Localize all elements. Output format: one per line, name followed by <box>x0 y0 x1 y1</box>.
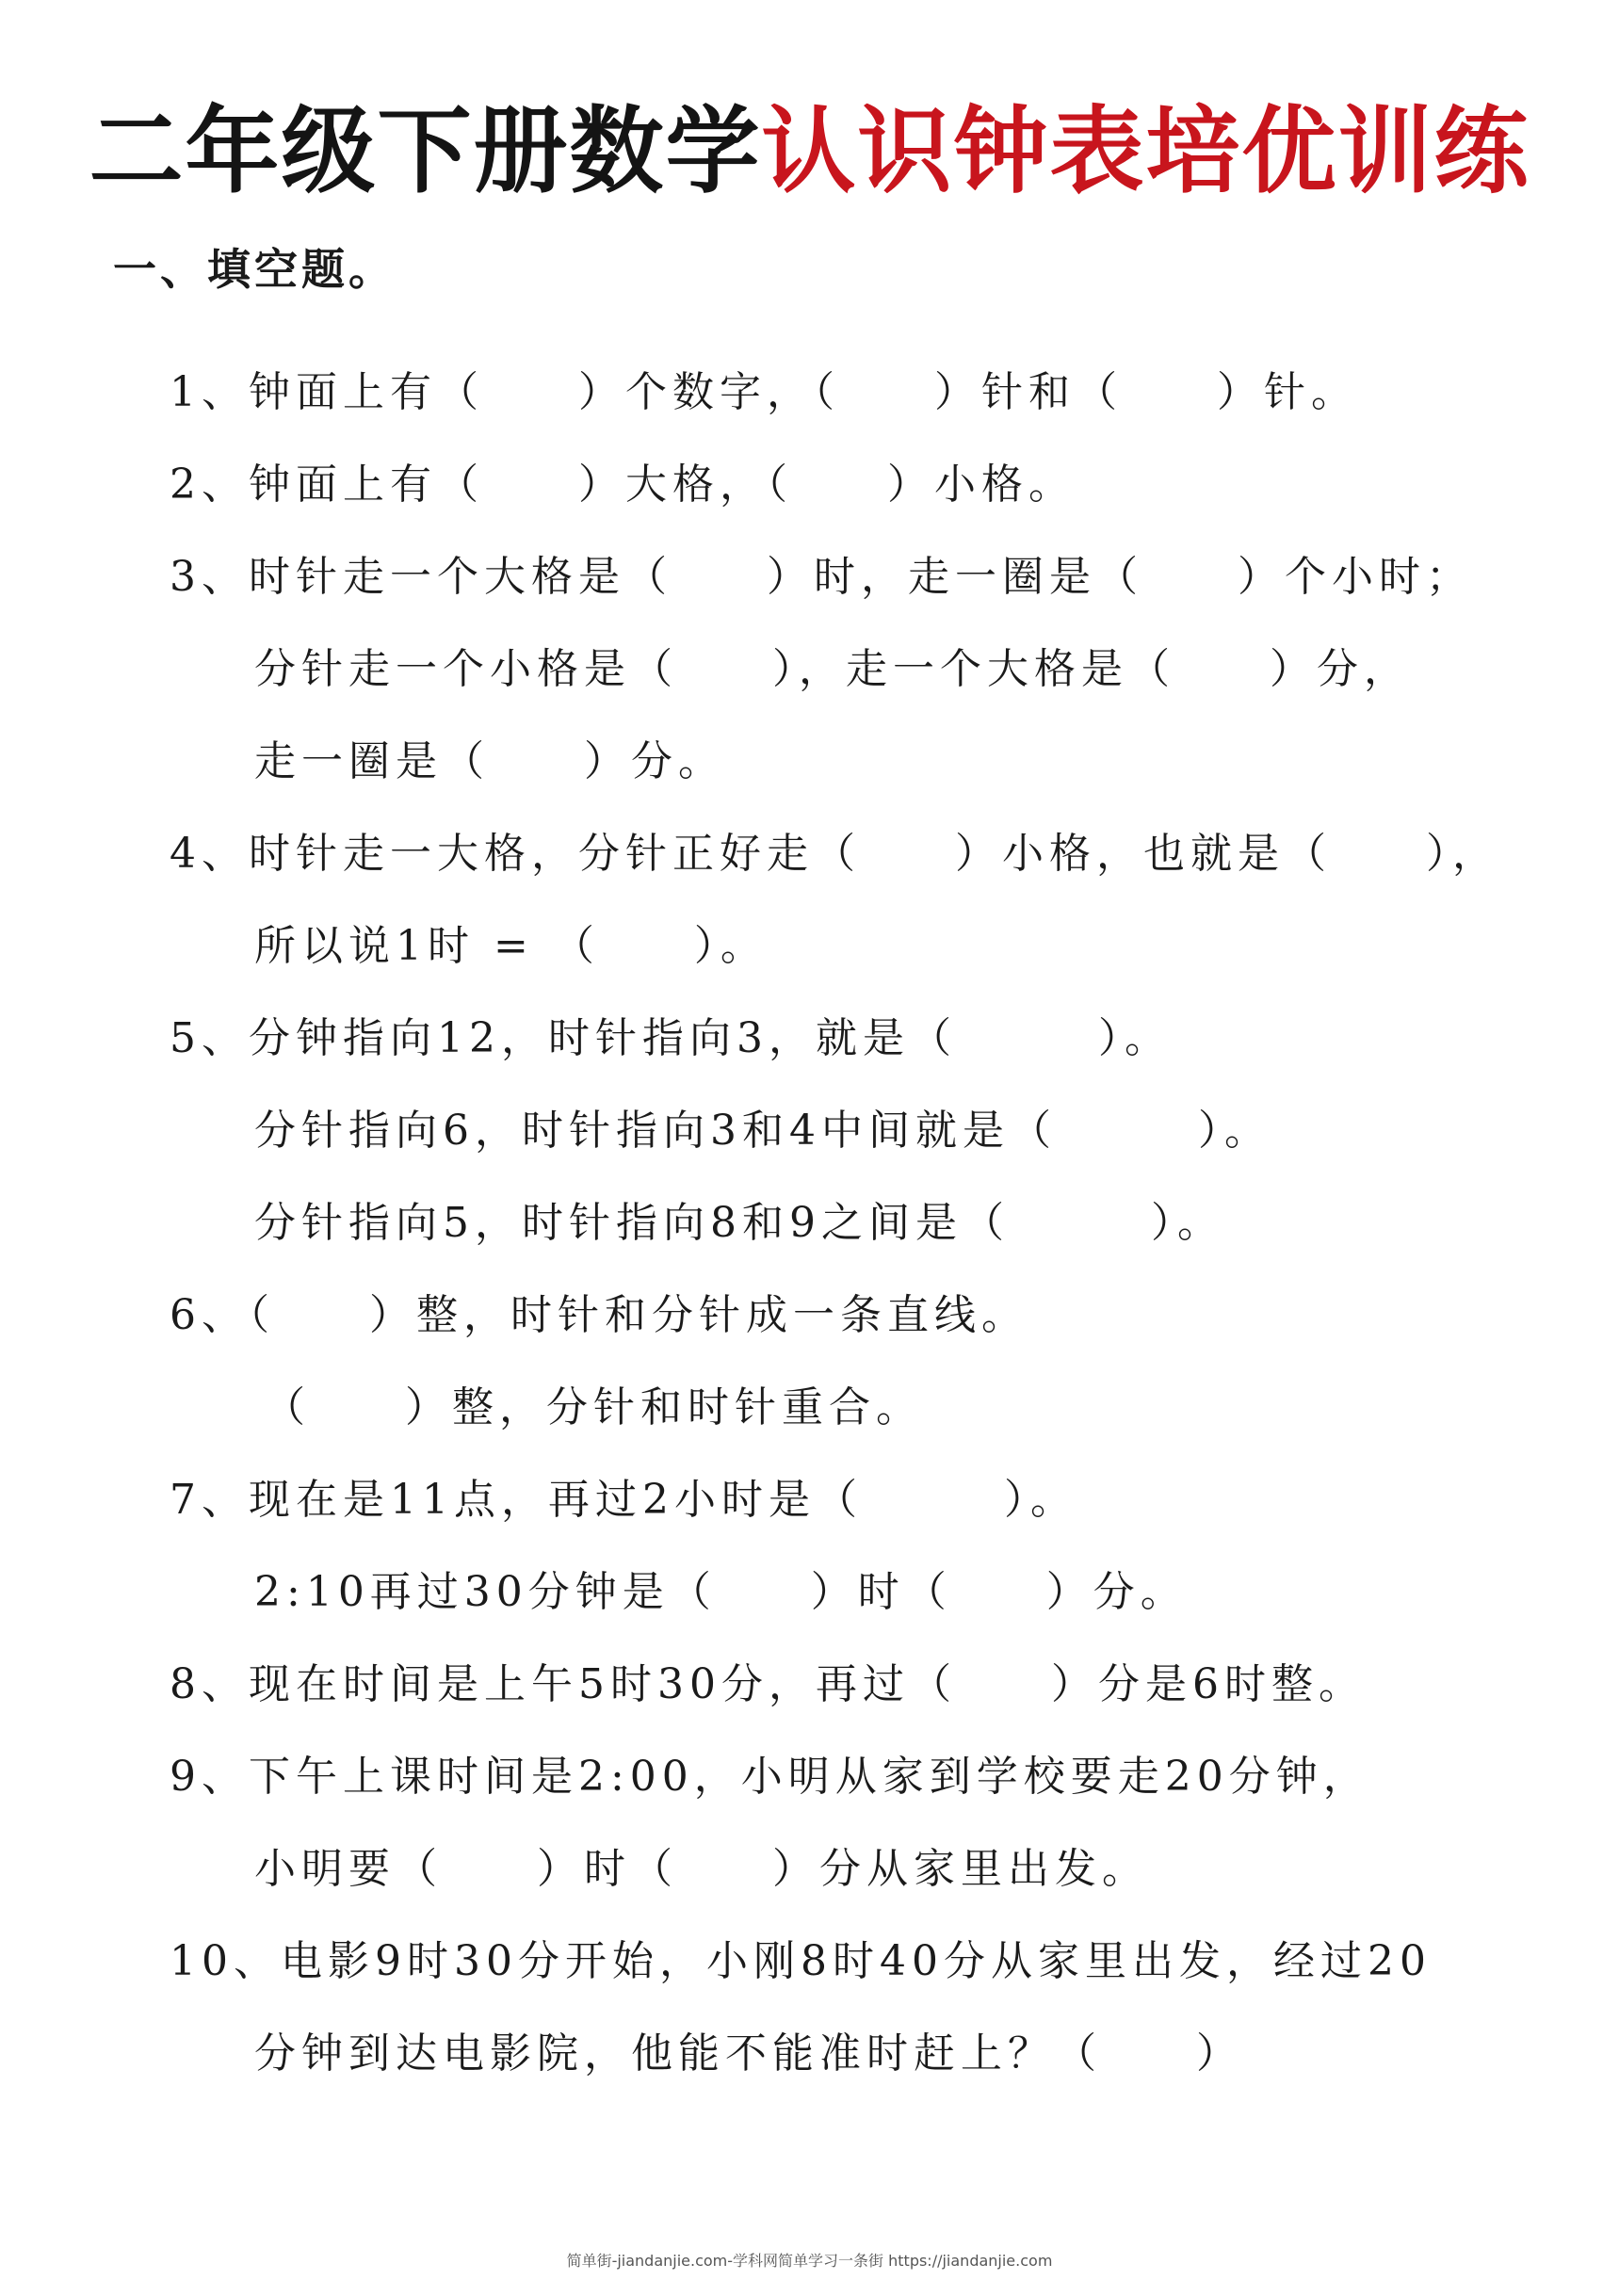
question-line-9-cont: 小明要（ ）时（ ）分从家里出发。 <box>254 1845 1149 1893</box>
page-footer: 简单街-jiandanjie.com-学科网简单学习一条街 https://jiandanjie.com <box>566 2252 1053 2270</box>
question-line-5-cont-2: 分针指向5，时针指向8和9之间是（ ）。 <box>254 1199 1224 1247</box>
question-line-7: 7、现在是11点，再过2小时是（ ）。 <box>170 1476 1077 1524</box>
question-line-5: 5、分钟指向12，时针指向3，就是（ ）。 <box>170 1014 1172 1062</box>
question-line-5-cont-1: 分针指向6，时针指向3和4中间就是（ ）。 <box>254 1107 1271 1155</box>
question-line-10: 10、电影9时30分开始，小刚8时40分从家里出发，经过20 <box>170 1937 1432 1985</box>
question-line-2: 2、钟面上有（ ）大格，（ ）小格。 <box>170 461 1076 509</box>
section-heading: 一、填空题。 <box>113 244 396 295</box>
question-line-1: 1、钟面上有（ ）个数字，（ ）针和（ ）针。 <box>170 368 1358 416</box>
question-line-3-cont-1: 分针走一个小格是（ ），走一个大格是（ ）分， <box>254 645 1411 693</box>
question-line-4: 4、时针走一大格，分针正好走（ ）小格，也就是（ ）， <box>170 830 1499 878</box>
question-line-3-cont-2: 走一圈是（ ）分。 <box>254 737 725 785</box>
question-line-8: 8、现在时间是上午5时30分，再过（ ）分是6时整。 <box>170 1660 1366 1708</box>
title-red-part: 认识钟表培优训练 <box>761 96 1530 206</box>
page-title <box>0 75 1619 211</box>
question-line-3: 3、时针走一个大格是（ ）时，走一圈是（ ）个小时； <box>170 553 1473 601</box>
question-line-4-cont: 所以说1时 = （ ）。 <box>254 922 768 970</box>
question-line-6-cont: （ ）整，分针和时针重合。 <box>264 1383 923 1431</box>
title-black-part: 二年级下册数学 <box>89 96 762 206</box>
question-line-10-cont: 分钟到达电影院，他能不能准时赶上？（ ） <box>254 2029 1243 2078</box>
question-line-9: 9、下午上课时间是2:00，小明从家到学校要走20分钟， <box>170 1753 1370 1801</box>
question-line-7-cont: 2:10再过30分钟是（ ）时（ ）分。 <box>254 1568 1188 1616</box>
question-line-6: 6、（ ）整，时针和分针成一条直线。 <box>170 1291 1028 1339</box>
